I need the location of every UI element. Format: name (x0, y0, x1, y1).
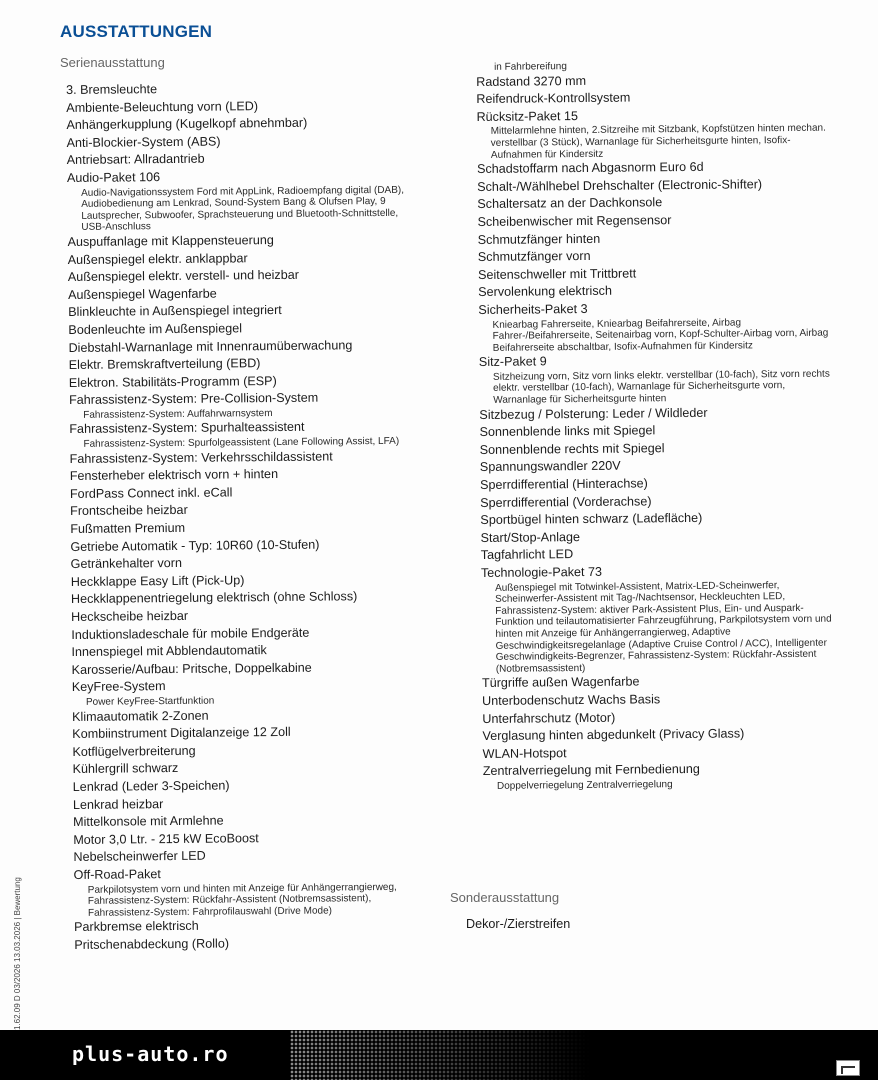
equipment-item: Frontscheibe heizbar (70, 503, 188, 519)
equipment-item: Anhängerkupplung (Kugelkopf abnehmbar) (66, 115, 308, 133)
optional-equipment-column (466, 916, 836, 934)
equipment-item: Schmutzfänger hinten (477, 231, 601, 247)
equipment-item: Lenkrad (Leder 3-Speichen) (72, 778, 230, 794)
equipment-item: Schaltersatz an der Dachkonsole (477, 195, 663, 212)
equipment-item: Fensterheber elektrisch vorn + hinten (69, 467, 279, 484)
equipment-item-detail: Fahrassistenz-System: Auffahrwarnsystem (83, 407, 273, 421)
equipment-item: FordPass Connect inkl. eCall (69, 485, 233, 501)
equipment-item: Heckklappe Easy Lift (Pick-Up) (70, 573, 245, 589)
equipment-item: Scheibenwischer mit Regensensor (477, 213, 672, 229)
equipment-item: Fußmatten Premium (70, 520, 186, 537)
equipment-item: Blinkleuchte in Außenspiegel integriert (68, 303, 282, 320)
equipment-item: Start/Stop-Anlage (480, 529, 581, 545)
equipment-item: Kühlergrill schwarz (72, 761, 179, 777)
equipment-item: Getränkehalter vorn (70, 556, 183, 572)
document-icon (836, 1060, 860, 1076)
right-equipment-column (476, 58, 853, 792)
equipment-item: Nebelscheinwerfer LED (73, 849, 206, 865)
equipment-item: Sperrdifferential (Vorderachse) (480, 493, 652, 510)
equipment-item-detail: Mittelarmlehne hinten, 2.Sitzreihe mit Sitzbank, Kopfstützen hinten mechan. verstellbar (3 Stück), Warnanlage für Sicherheitsgurte hinten, Isofix-Aufnahmen für Kindersitz (490, 123, 826, 161)
page-title: AUSSTATTUNGEN (60, 22, 213, 41)
equipment-item: Anti-Blockier-System (ABS) (66, 134, 221, 150)
equipment-item: Audio-Paket 106 (66, 170, 161, 185)
equipment-item: Außenspiegel elektr. verstell- und heizbar (67, 267, 299, 285)
equipment-item: Technologie-Paket 73 (480, 564, 603, 580)
watermark-footer (0, 1030, 878, 1080)
equipment-item-detail: Parkpilotsystem vorn und hinten mit Anzeige für Anhängerrangierweg, Fahrassistenz-System: Rückfahr-Assistent (Notbremsassistent), Fahrassistenz-System: Fahrprofilauswahl (Drive Mode) (87, 881, 397, 919)
equipment-item: Dekor-/Zierstreifen (466, 917, 571, 931)
equipment-item: Induktionsladeschale für mobile Endgeräte (71, 625, 310, 642)
equipment-item: Schadstoffarm nach Abgasnorm Euro 6d (476, 159, 704, 177)
equipment-item: Sitz-Paket 9 (478, 354, 547, 370)
equipment-item: Fahrassistenz-System: Verkehrsschildassistent (69, 449, 333, 466)
equipment-item: Motor 3,0 Ltr. - 215 kW EcoBoost (73, 830, 259, 847)
equipment-item: Fahrassistenz-System: Spurhalteassistent (69, 420, 305, 437)
equipment-item: Rücksitz-Paket 15 (476, 108, 579, 124)
equipment-item: Türgriffe außen Wagenfarbe (481, 674, 640, 691)
equipment-item: Schalt-/Wählhebel Drehschalter (Electronic-Shifter) (477, 177, 763, 194)
equipment-item: 3. Bremsleuchte (66, 82, 158, 97)
equipment-item: Tagfahrlicht LED (480, 547, 574, 563)
equipment-item: Heckklappenentriegelung elektrisch (ohne Schloss) (70, 589, 358, 607)
equipment-item-detail: Fahrassistenz-System: Spurfolgeassistent (Lane Following Assist, LFA) (83, 435, 400, 450)
equipment-item: Mittelkonsole mit Armlehne (73, 813, 224, 830)
equipment-item: Schmutzfänger vorn (477, 249, 591, 265)
equipment-item: Außenspiegel Wagenfarbe (67, 286, 217, 302)
sonder-label: Sonderausstattung (450, 890, 560, 905)
equipment-item: Heckscheibe heizbar (71, 608, 189, 624)
equipment-item: Lenkrad heizbar (72, 796, 164, 812)
equipment-item: Kotflügelverbreiterung (72, 743, 196, 759)
equipment-item: Elektr. Bremskraftverteilung (EBD) (68, 356, 261, 373)
equipment-item: Außenspiegel elektr. anklappbar (67, 250, 248, 267)
equipment-item: Getriebe Automatik - Typ: 10R60 (10-Stufen) (70, 537, 320, 554)
equipment-item: Unterbodenschutz Wachs Basis (482, 692, 661, 708)
continued-description: in Fahrbereifung (493, 61, 567, 73)
equipment-item: Elektron. Stabilitäts-Programm (ESP) (68, 373, 277, 390)
equipment-item: Verglasung hinten abgedunkelt (Privacy Glass) (482, 726, 745, 744)
equipment-item-detail: Außenspiegel mit Totwinkel-Assistent, Matrix-LED-Scheinwerfer, Scheinwerfer-Assistent mit Tag-/Nachtsensor, Heckleuchten LED, Fahrassistenz-System: aktiver Park-Assistent Plus, Ein- und Auspark-Funktion und teilautomatisierter Fahrzeugführung, Parkpilotsystem vorn und hinten mit Anzeige für Anhängerrangierweg, Adaptive Geschwindigkeitsregelanlage (Adaptive Cruise Control / ACC), Intelligenter Geschwindigkeits-Begrenzer, Fahrassistenz-System: Rückfahr-Assistent (Notbremsassistent) (494, 579, 832, 675)
equipment-item: Sperrdifferential (Hinterachse) (479, 476, 648, 493)
brand-logo-text: plus-auto.ro (72, 1042, 229, 1066)
equipment-item: KeyFree-System (71, 679, 166, 695)
equipment-item-detail: Audio-Navigationssystem Ford mit AppLink, Radioempfang digital (DAB), Audiobedienung am Lenkrad, Sound-System Bang & Olufsen Play, 9 Lautsprecher, Subwoofer, Sprachsteuerung und Bluetooth-Schnittstelle, USB-Anschluss (81, 184, 405, 234)
equipment-item: Pritschenabdeckung (Rollo) (74, 936, 230, 952)
equipment-item: Sonnenblende links mit Spiegel (479, 423, 656, 440)
equipment-item: Fahrassistenz-System: Pre-Collision-System (68, 390, 319, 408)
equipment-item: Kombiinstrument Digitalanzeige 12 Zoll (72, 725, 291, 742)
equipment-item: Radstand 3270 mm (476, 73, 587, 89)
equipment-item: Seitenschweller mit Trittbrett (477, 266, 637, 282)
equipment-item: Innenspiegel mit Abblendautomatik (71, 643, 267, 660)
equipment-item: Sicherheits-Paket 3 (478, 301, 588, 317)
equipment-item-detail: Kniearbag Fahrerseite, Kniearbag Beifahrerseite, Airbag Fahrer-/Beifahrerseite, Seitenairbag vorn, Kopf-Schulter-Airbag vorn, Airbag Beifahrerseite abschaltbar, Isofix-Aufnahmen für Kindersitz (492, 316, 829, 354)
equipment-item: WLAN-Hotspot (482, 745, 567, 761)
equipment-item: Spannungswandler 220V (479, 459, 621, 475)
equipment-item: Auspuffanlage mit Klappensteuerung (67, 232, 274, 249)
equipment-item: Sitzbezug / Polsterung: Leder / Wildleder (479, 405, 708, 422)
equipment-item: Unterfahrschutz (Motor) (482, 710, 616, 726)
equipment-item: Klimaautomatik 2-Zonen (72, 708, 209, 724)
equipment-item-detail: Power KeyFree-Startfunktion (85, 695, 215, 708)
left-equipment-column (66, 78, 444, 954)
equipment-item: Off-Road-Paket (73, 867, 161, 882)
equipment-item: Sonnenblende rechts mit Spiegel (479, 441, 665, 457)
equipment-item: Antriebsart: Allradantrieb (66, 152, 205, 168)
equipment-item: Zentralverriegelung mit Fernbedienung (482, 762, 700, 779)
equipment-item: Sportbügel hinten schwarz (Ladefläche) (480, 511, 703, 528)
equipment-item: Reifendruck-Kontrollsystem (476, 90, 631, 107)
equipment-item: Ambiente-Beleuchtung vorn (LED) (66, 98, 259, 115)
equipment-item: Bodenleuchte im Außenspiegel (68, 321, 243, 337)
halftone-pattern (290, 1030, 590, 1080)
document-reference-note: 1.62.09 D 03/2026 13.03.2026 | Bewertung (13, 877, 22, 1030)
equipment-item-detail: Sitzheizung vorn, Sitz vorn links elektr. verstellbar (10-fach), Sitz vorn rechts elektr. verstellbar (10-fach), Warnanlage für Sicherheitsgurte vorn, Warnanlage für Sicherheitsgurte hinten (492, 368, 830, 406)
equipment-item: Diebstahl-Warnanlage mit Innenraumüberwachung (68, 337, 353, 355)
equipment-item: Servolenkung elektrisch (478, 284, 612, 300)
equipment-item: Parkbremse elektrisch (74, 919, 199, 935)
equipment-item: Karosserie/Aufbau: Pritsche, Doppelkabine (71, 660, 312, 677)
equipment-item-detail: Doppelverriegelung Zentralverriegelung (496, 779, 673, 792)
serien-label: Serienausstattung (60, 55, 165, 70)
